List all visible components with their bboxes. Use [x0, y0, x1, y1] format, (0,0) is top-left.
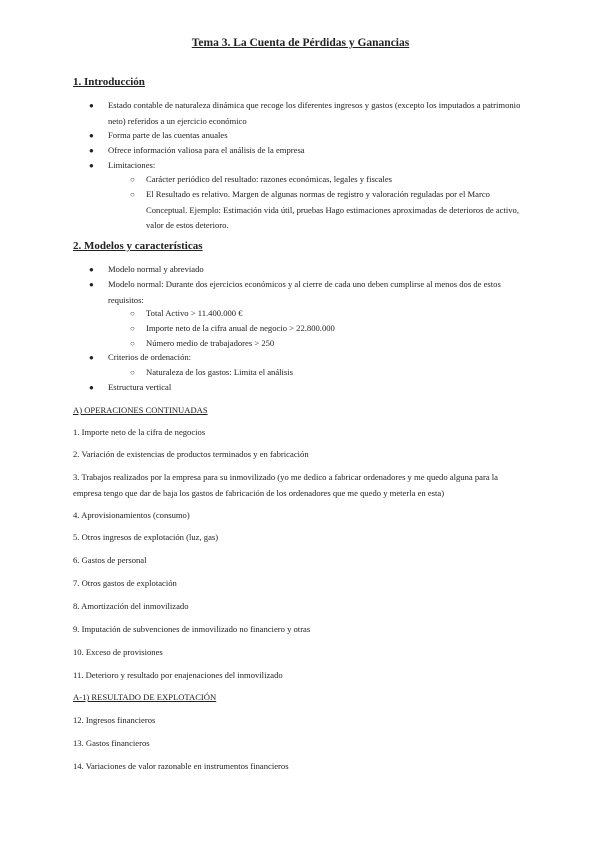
subheading-resultado-explotacion: A-1) RESULTADO DE EXPLOTACIÓN: [73, 692, 217, 702]
section-heading-modelos: 2. Modelos y características: [73, 240, 203, 252]
bullet-icon: ●: [89, 265, 94, 274]
subheading-operaciones-continuadas: A) OPERACIONES CONTINUADAS: [73, 405, 208, 415]
list-item: 13. Gastos financieros: [73, 738, 150, 748]
circle-bullet-icon: ○: [130, 190, 135, 199]
document-title: Tema 3. La Cuenta de Pérdidas y Ganancias: [191, 37, 410, 49]
circle-bullet-icon: ○: [130, 339, 135, 348]
list-item: 11. Deterioro y resultado por enajenaciones del inmovilizado: [73, 670, 283, 680]
list-item: 4. Aprovisionamientos (consumo): [73, 510, 190, 520]
bullet-icon: ●: [89, 101, 94, 110]
list-item: 1. Importe neto de la cifra de negocios: [73, 427, 206, 437]
section-heading-introduccion: 1. Introducción: [73, 76, 145, 88]
circle-bullet-icon: ○: [130, 324, 135, 333]
list-item: 14. Variaciones de valor razonable en instrumentos financieros: [73, 761, 289, 771]
circle-bullet-icon: ○: [130, 368, 135, 377]
circle-bullet-icon: ○: [130, 309, 135, 318]
bullet-icon: ●: [89, 383, 94, 392]
bullet-icon: ●: [89, 131, 94, 140]
list-item: 9. Imputación de subvenciones de inmovilizado no financiero y otras: [73, 624, 311, 634]
list-item: 8. Amortización del inmovilizado: [73, 601, 189, 611]
list-item: 3. Trabajos realizados por la empresa para su inmovilizado (yo me dedico a fabricar ordenadores y me quedo alguna para la empresa tengo que dar de baja los gastos de fabricación de los ordenadores que me quedo y meterla en esta): [73, 472, 498, 498]
list-item: 2. Variación de existencias de productos terminados y en fabricación: [73, 449, 309, 459]
bullet-icon: ●: [89, 280, 94, 289]
circle-bullet-icon: ○: [130, 175, 135, 184]
list-item: 10. Exceso de provisiones: [73, 647, 163, 657]
list-item: 5. Otros ingresos de explotación (luz, gas): [73, 532, 219, 542]
bullet-icon: ●: [89, 146, 94, 155]
bullet-icon: ●: [89, 161, 94, 170]
list-item: 6. Gastos de personal: [73, 555, 147, 565]
bullet-icon: ●: [89, 353, 94, 362]
list-item: 12. Ingresos financieros: [73, 715, 156, 725]
list-item: 7. Otros gastos de explotación: [73, 578, 177, 588]
